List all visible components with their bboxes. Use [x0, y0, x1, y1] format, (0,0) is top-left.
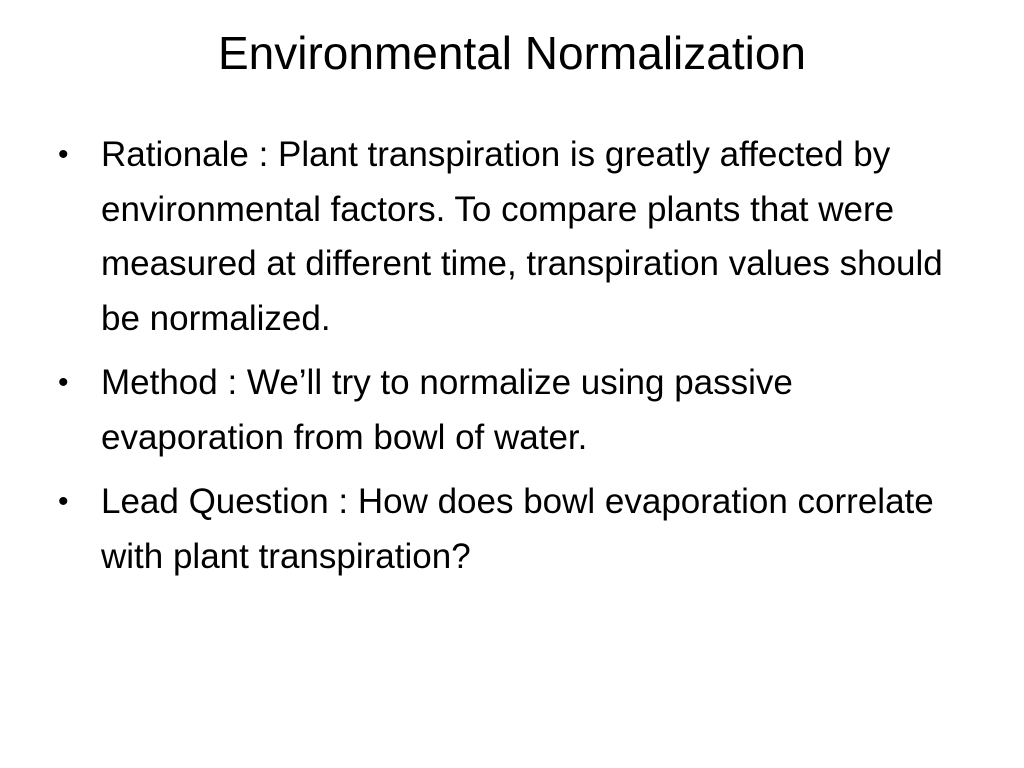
bullet-item-method [58, 356, 978, 465]
bullet-list [58, 128, 978, 594]
bullet-item-lead-question [58, 475, 978, 584]
bullet-text: Method : We’ll try to normalize using passive evaporation from bowl of water. [101, 363, 793, 457]
bullet-text: Rationale : Plant transpiration is greatly affected by environmental factors. To compare plants that were measured at different time, transpiration values should be normalized. [101, 135, 943, 338]
bullet-icon: • [58, 138, 69, 171]
bullet-item-rationale [58, 128, 978, 346]
bullet-icon: • [58, 366, 69, 399]
bullet-text: Lead Question : How does bowl evaporation correlate with plant transpiration? [101, 482, 934, 576]
bullet-icon: • [58, 485, 69, 518]
slide-title: Environmental Normalization [217, 27, 807, 79]
